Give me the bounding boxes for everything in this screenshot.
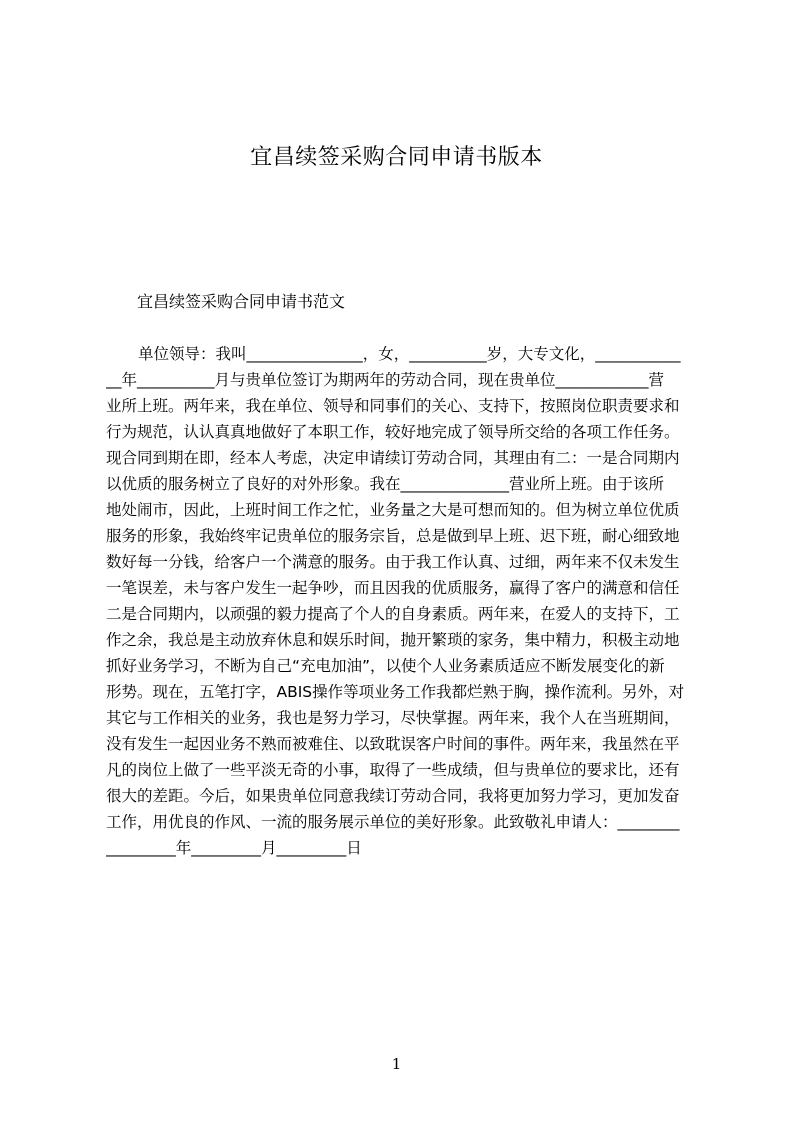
body-line: 现合同到期在即，经本人考虑，决定申请续订劳动合同，其理由有二：一是合同期内 — [106, 449, 680, 467]
document-title: 宜昌续签采购合同申请书版本 — [250, 145, 543, 170]
document-subtitle: 宜昌续签采购合同申请书范文 — [137, 292, 346, 311]
body-line: 二是合同期内，以顽强的毅力提高了个人的自身素质。两年来，在爱人的支持下，工 — [106, 605, 680, 623]
body-line: 行为规范，认认真真地做好了本职工作，较好地完成了领导所交给的各项工作任务。 — [106, 423, 680, 441]
body-line: 以优质的服务树立了良好的对外形象。我在______________营业所上班。由于该所 — [106, 475, 665, 493]
body-line: 很大的差距。今后，如果贵单位同意我续订劳动合同，我将更加努力学习，更加发奋 — [106, 787, 680, 805]
body-line: 单位领导：我叫_______________，女，__________岁，大专文化，___________ — [138, 345, 681, 363]
body-line: __年__________月与贵单位签订为期两年的劳动合同，现在贵单位____________营 — [106, 371, 665, 389]
body-line: 业所上班。两年来，我在单位、领导和同事们的关心、支持下，按照岗位职责要求和 — [106, 397, 680, 415]
body-line: 其它与工作相关的业务，我也是努力学习，尽快掌握。两年来，我个人在当班期间， — [106, 709, 680, 727]
page-number: 1 — [391, 1055, 402, 1073]
body-line: 作之余，我总是主动放弃休息和娱乐时间，抛开繁琐的家务，集中精力，积极主动地 — [106, 631, 680, 649]
body-line: 一笔误差，未与客户发生一起争吵，而且因我的优质服务，赢得了客户的满意和信任 — [106, 579, 680, 597]
body-line: 没有发生一起因业务不熟而被难住、以致耽误客户时间的事件。两年来，我虽然在平 — [106, 735, 680, 753]
body-line: 形势。现在，五笔打字，ABIS操作等项业务工作我都烂熟于胸，操作流利。另外，对 — [106, 683, 685, 701]
body-line: 凡的岗位上做了一些平淡无奇的小事，取得了一些成绩，但与贵单位的要求比，还有 — [106, 761, 680, 779]
body-line: _________年_________月_________日 — [106, 839, 362, 857]
body-line: 抓好业务学习，不断为自己“充电加油”，以使个人业务素质适应不断发展变化的新 — [106, 657, 665, 675]
body-line: 工作，用优良的作风、一流的服务展示单位的美好形象。此致敬礼申请人：________ — [106, 813, 680, 831]
body-line: 数好每一分钱，给客户一个满意的服务。由于我工作认真、过细，两年来不仅未发生 — [106, 553, 680, 571]
body-line: 地处闹市，因此，上班时间工作之忙，业务量之大是可想而知的。但为树立单位优质 — [106, 501, 680, 519]
document-body — [106, 341, 698, 861]
body-line: 服务的形象，我始终牢记贵单位的服务宗旨，总是做到早上班、迟下班，耐心细致地 — [106, 527, 680, 545]
